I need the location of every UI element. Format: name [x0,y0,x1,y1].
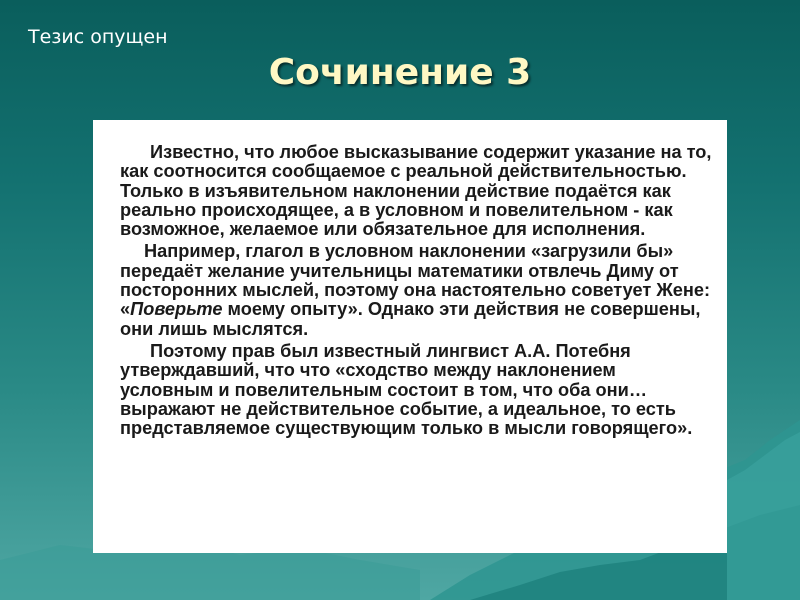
essay-text-panel [93,120,727,553]
thesis-omitted-note: Тезис опущен [28,26,168,48]
slide-title: Сочинение 3 [268,52,532,93]
essay-paragraph-2 [120,242,713,338]
essay-paragraph-3: Поэтому прав был известный лингвист А.А. Потебня утверждавший, что что «сходство между наклонением условным и повелительным состоит в том, что оба они… выражают не действительное событие, а идеальное, то есть представляемое существующим только в мысли говорящего». [120,340,693,439]
essay-paragraph-1: Известно, что любое высказывание содержит указание на то, как соотносится сообщаемое с реальной действительностью. Только в изъявительном наклонении действие подаётся как реально происходящее, а в условном и повелительном - как возможное, желаемое или обязательное для исполнения. [120,142,712,240]
essay-paragraph-2-part-2: моему опыту». Однако эти действия не совершены, они лишь мыслятся. [120,299,701,339]
essay-paragraph-2-italic-word: Поверьте [130,299,223,320]
essay-paragraph-2-part-1: Например, глагол в условном наклонении «загрузили бы» передаёт желание учительницы математики отвлечь Диму от посторонних мыслей, поэтому она настоятельно советует Жене: « [120,241,711,320]
